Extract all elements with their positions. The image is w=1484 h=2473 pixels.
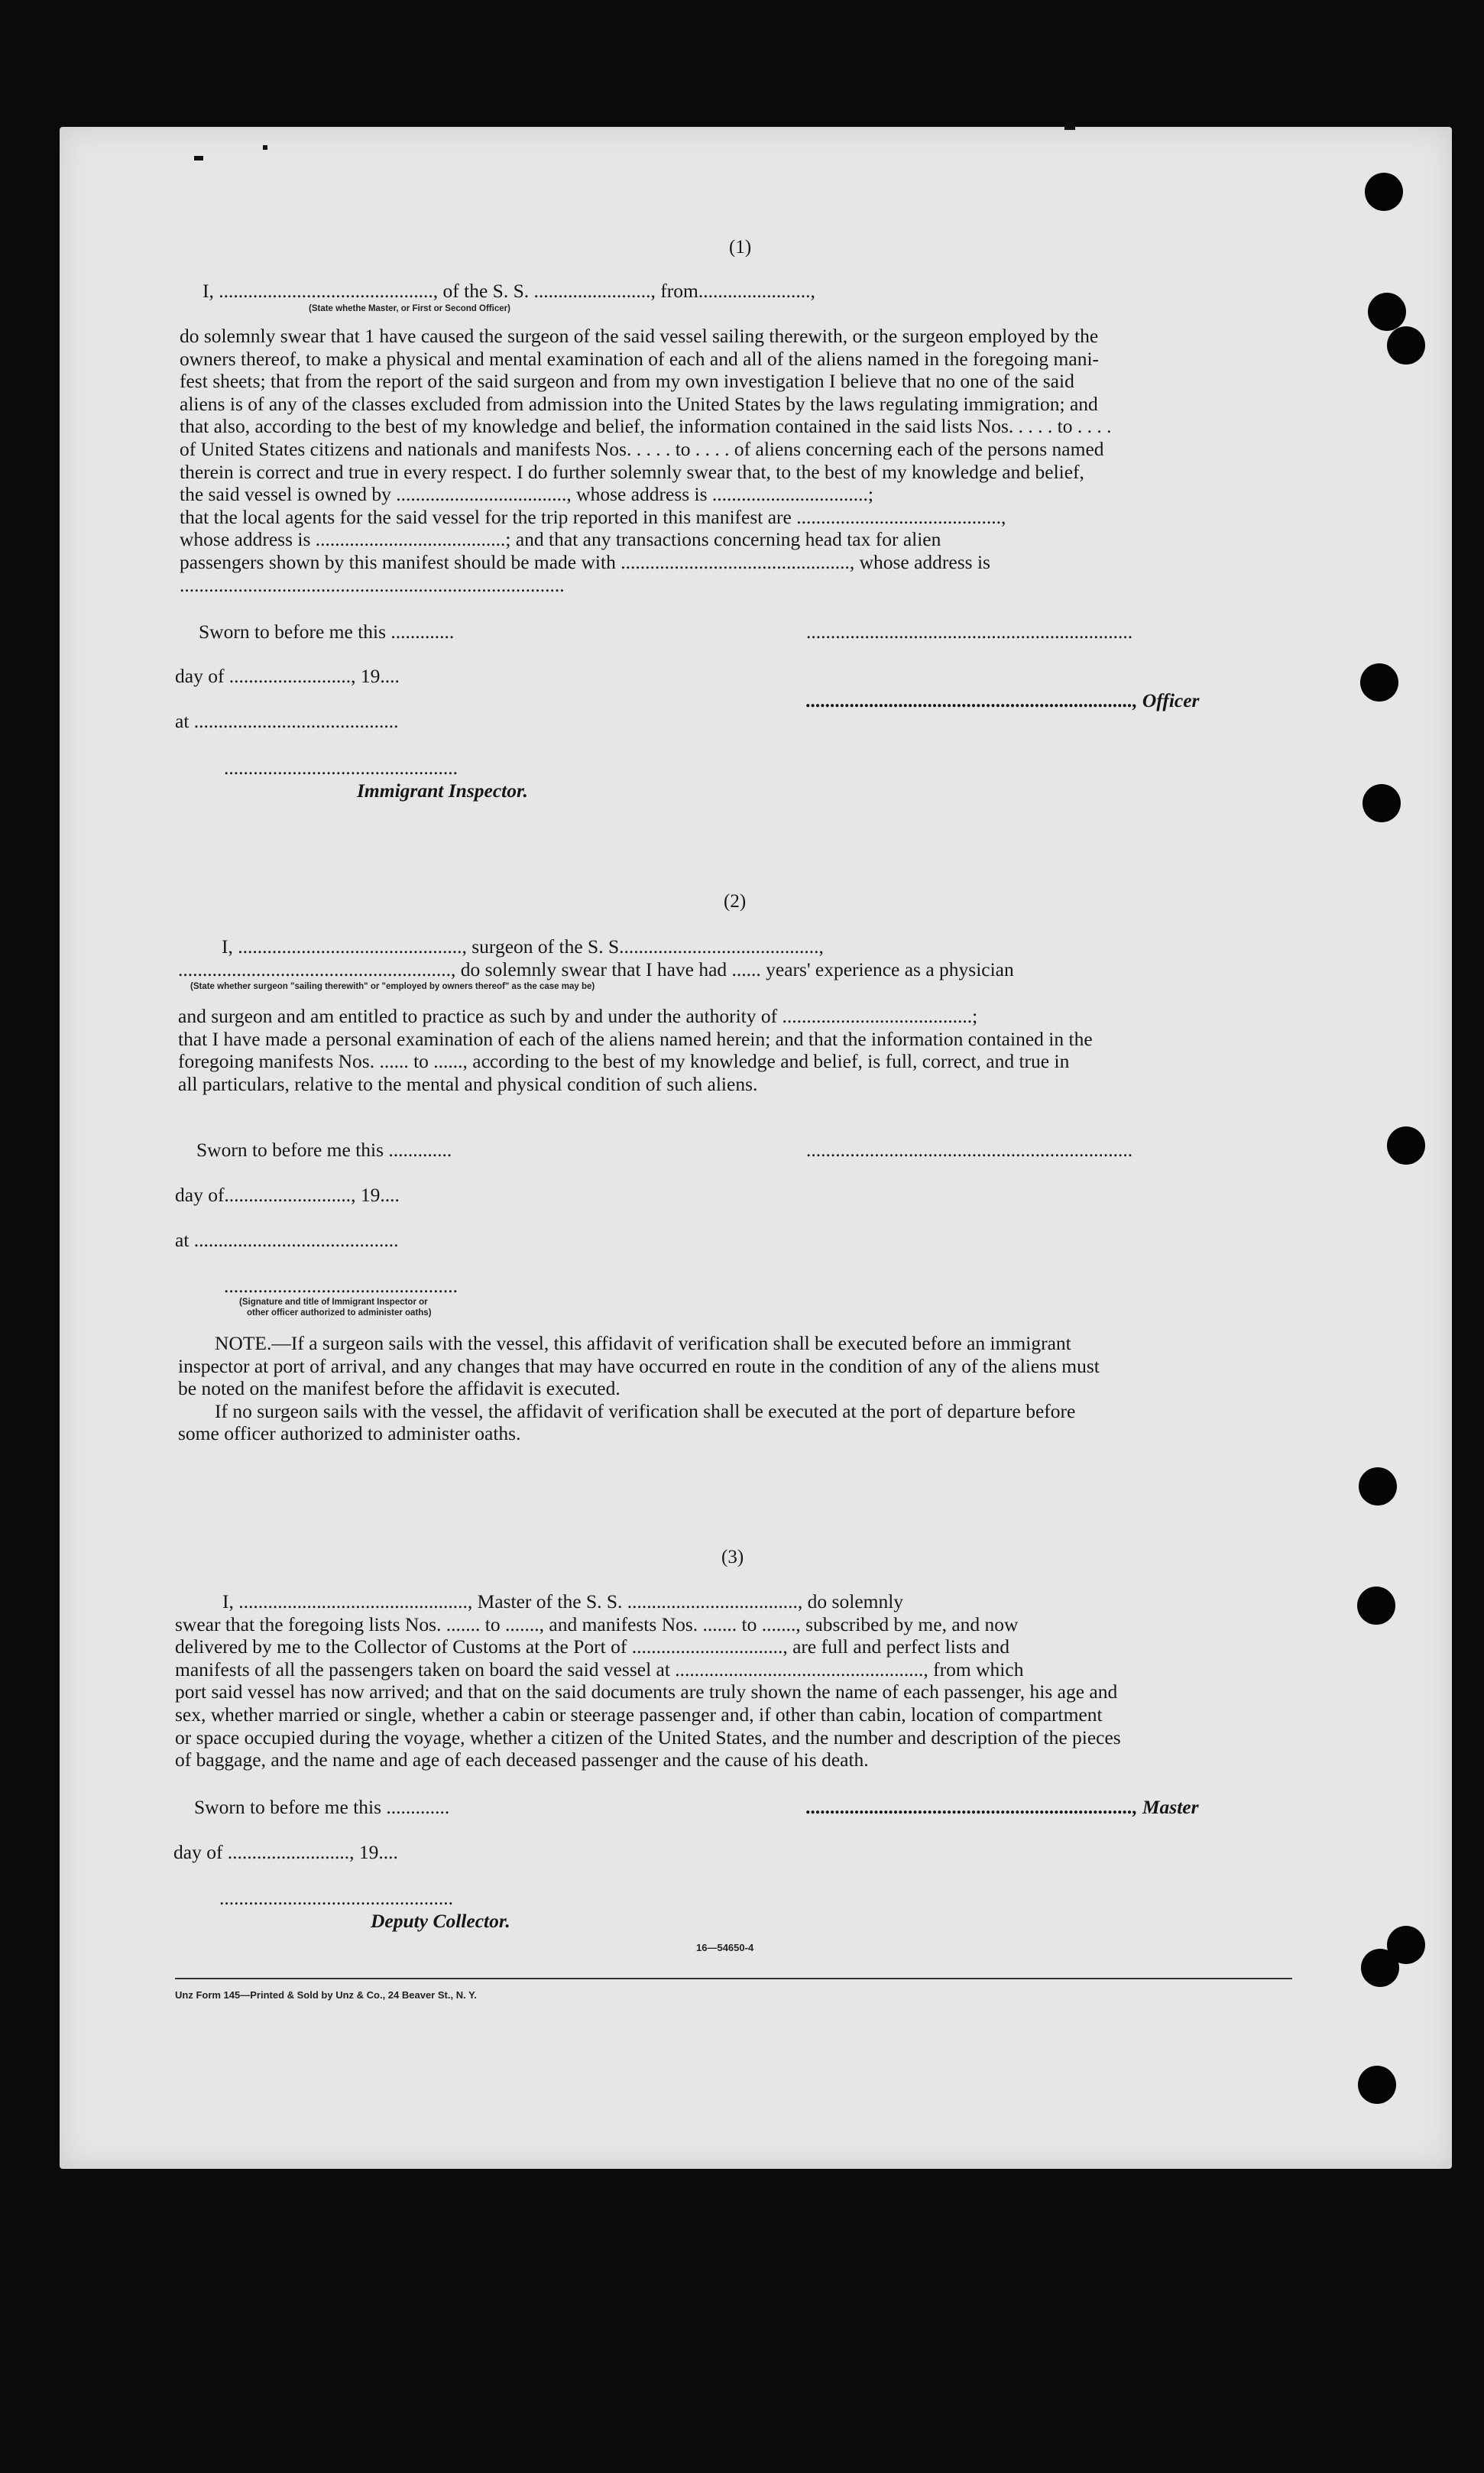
section-2-note <box>178 1332 1298 1445</box>
footer-rule <box>175 1978 1292 1979</box>
note-line: some officer authorized to administer oaths. <box>178 1422 521 1445</box>
paragraph-line: manifests of all the passengers taken on board the said vessel at ..................................................., from which <box>175 1658 1024 1681</box>
paragraph-line: that also, according to the best of my knowledge and belief, the information contained in the said lists Nos. . . . . to . . . . <box>180 415 1112 438</box>
section-2-officer-dots: ................................................................... <box>806 1139 1133 1161</box>
binder-hole <box>1357 1587 1395 1625</box>
section-3-sworn: Sworn to before me this ............. <box>194 1796 450 1818</box>
paragraph-line: of baggage, and the name and age of each deceased passenger and the cause of his death. <box>175 1749 869 1771</box>
paragraph-line: of United States citizens and nationals and manifests Nos. . . . . to . . . . of aliens concerning each of the persons named <box>180 437 1104 460</box>
section-3-number: (3) <box>721 1547 744 1567</box>
section-1-inspector: Immigrant Inspector. <box>357 779 528 802</box>
paragraph-line: do solemnly swear that 1 have caused the surgeon of the said vessel sailing therewith, or the surgeon employed by the <box>180 325 1099 347</box>
binder-hole <box>1387 326 1425 365</box>
section-1-paragraph <box>180 325 1300 596</box>
paragraph-line: aliens is of any of the classes excluded from admission into the United States by the laws regulating immigration; and <box>180 392 1098 415</box>
note-line: If no surgeon sails with the vessel, the affidavit of verification shall be executed at the port of departure before <box>215 1399 1076 1422</box>
section-1-officer-dots: ................................................................... <box>806 621 1133 643</box>
speck <box>1064 122 1075 130</box>
paragraph-line: owners thereof, to make a physical and mental examination of each and all of the aliens named in the foregoing mani- <box>180 347 1100 370</box>
section-1-sworn: Sworn to before me this ............. <box>199 621 455 643</box>
speck <box>263 145 267 150</box>
binder-hole <box>1358 2066 1396 2104</box>
form-code: 16—54650-4 <box>696 1942 754 1953</box>
paragraph-line: ............................................................................... <box>180 573 565 596</box>
binder-hole <box>1359 1467 1397 1506</box>
speck <box>194 156 203 160</box>
section-2-day: day of.........................., 19.... <box>175 1184 400 1206</box>
section-1-number: (1) <box>729 237 752 258</box>
section-3-collector: Deputy Collector. <box>371 1910 510 1932</box>
section-3-sign-dots: ................................................ <box>219 1887 453 1909</box>
section-1-sign-dots: ................................................ <box>224 757 458 779</box>
paragraph-line: that I have made a personal examination of each of the aliens named herein; and that the information contained in the <box>178 1027 1093 1050</box>
section-2-sign-note-1: (Signature and title of Immigrant Inspector or <box>239 1298 428 1307</box>
section-3-paragraph <box>175 1590 1298 1771</box>
section-1-note: (State whethe Master, or First or Second Officer) <box>309 304 510 313</box>
paragraph-line: passengers shown by this manifest should be made with ..............................................., whose address is <box>180 550 990 573</box>
paragraph-line: foregoing manifests Nos. ...... to ......, according to the best of my knowledge and belief, is full, correct, and true in <box>178 1050 1070 1073</box>
section-2-sign-note-2: other officer authorized to administer oaths) <box>247 1308 432 1318</box>
paragraph-line: or space occupied during the voyage, whether a citizen of the United States, and the number and description of the pieces <box>175 1726 1121 1749</box>
paragraph-line: I, ..............................................., Master of the S. S. ..................................., do solemnly <box>222 1590 904 1612</box>
paragraph-line: that the local agents for the said vessel for the trip reported in this manifest are .........................................., <box>180 505 1006 528</box>
binder-hole <box>1362 784 1401 822</box>
note-line: be noted on the manifest before the affidavit is executed. <box>178 1377 620 1400</box>
paragraph-line: and surgeon and am entitled to practice as such by and under the authority of .......................................; <box>178 1005 978 1027</box>
paragraph-line: delivered by me to the Collector of Customs at the Port of ..............................., are full and perfect lists and <box>175 1635 1010 1658</box>
note-line: NOTE.—If a surgeon sails with the vessel, this affidavit of verification shall be executed before an immigrant <box>215 1332 1071 1354</box>
note-line: inspector at port of arrival, and any changes that may have occurred en route in the condition of any of the aliens must <box>178 1354 1100 1377</box>
paragraph-line: fest sheets; that from the report of the said surgeon and from my own investigation I believe that no one of the said <box>180 370 1074 393</box>
section-1-at: at .......................................... <box>175 710 399 732</box>
section-2-paragraph <box>178 1005 1298 1095</box>
printer-line: Unz Form 145—Printed & Sold by Unz & Co., 24 Beaver St., N. Y. <box>175 1989 477 2001</box>
binder-hole <box>1360 663 1398 702</box>
section-3-master-line: ..................................................................., Master <box>806 1796 1199 1818</box>
section-1-day: day of ........................., 19.... <box>175 665 400 687</box>
section-2-note: (State whether surgeon "sailing therewith" or "employed by owners thereof" as the case may be) <box>190 982 595 991</box>
binder-hole <box>1368 293 1406 331</box>
section-2-sworn: Sworn to before me this ............. <box>196 1139 452 1161</box>
binder-hole <box>1361 1949 1399 1987</box>
paragraph-line: all particulars, relative to the mental and physical condition of such aliens. <box>178 1072 758 1095</box>
paragraph-line: sex, whether married or single, whether a cabin or steerage passenger and, if other than cabin, location of compartment <box>175 1703 1103 1726</box>
section-3-day: day of ........................., 19.... <box>173 1841 398 1863</box>
paragraph-line: the said vessel is owned by ..................................., whose address is ................................; <box>180 483 874 506</box>
section-1-first-line: I, ............................................, of the S. S. ........................, from......................., <box>203 280 815 302</box>
section-2-first-line: I, .............................................., surgeon of the S. S........................................., <box>222 935 824 958</box>
paragraph-line: swear that the foregoing lists Nos. ....... to ......., and manifests Nos. ....... to ......., subscribed by me, and now <box>175 1612 1019 1635</box>
section-2-second-line: ........................................................, do solemnly swear that I have had ...... years' experience as a physician <box>178 958 1014 980</box>
paragraph-line: whose address is .......................................; and that any transactions concerning head tax for alien <box>180 528 941 551</box>
section-2-sign-dots: ................................................ <box>224 1275 458 1297</box>
section-2-number: (2) <box>724 891 747 912</box>
binder-hole <box>1387 1126 1425 1165</box>
paragraph-line: port said vessel has now arrived; and that on the said documents are truly shown the name of each passenger, his age and <box>175 1681 1118 1703</box>
paragraph-line: therein is correct and true in every respect. I do further solemnly swear that, to the best of my knowledge and belief, <box>180 460 1084 483</box>
binder-hole <box>1365 173 1403 211</box>
section-1-officer-line: ..................................................................., Officer <box>806 689 1200 711</box>
section-2-at: at .......................................... <box>175 1229 399 1251</box>
